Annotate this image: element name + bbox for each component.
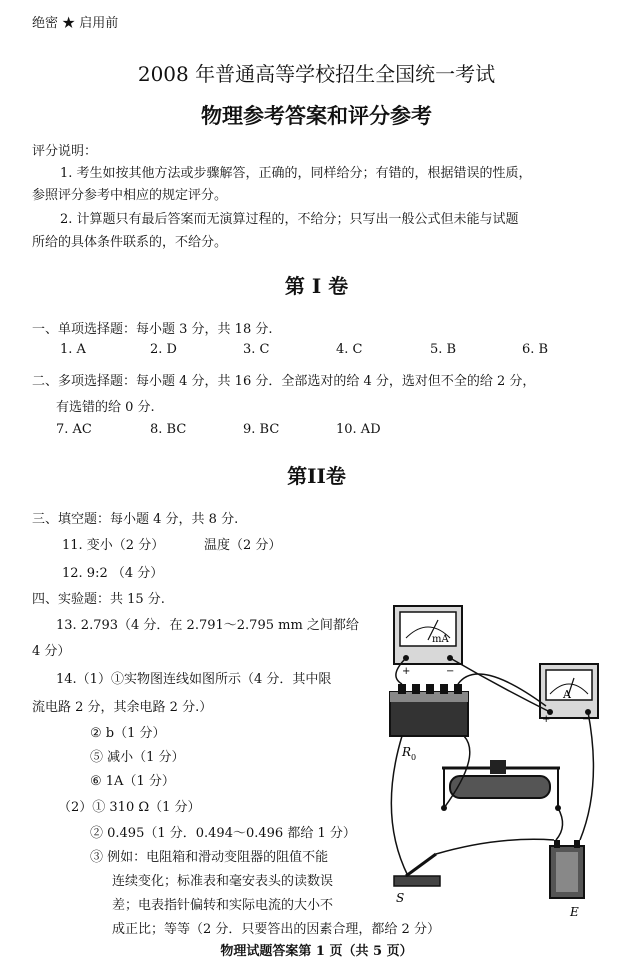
answer-1: 1. A bbox=[60, 342, 86, 357]
resistance-box-subscript: 0 bbox=[411, 753, 417, 762]
answer-3: 3. C bbox=[243, 342, 270, 357]
milliammeter-plus: + bbox=[402, 666, 411, 677]
battery bbox=[550, 840, 584, 919]
resistance-box bbox=[390, 684, 468, 762]
note-2-line-2: 所给的具体条件联系的，不给分。 bbox=[32, 235, 228, 250]
document-title: 物理参考答案和评分参考 bbox=[201, 103, 432, 128]
answer-8: 8. BC bbox=[150, 422, 187, 437]
q12-answer: 12. 9:2 （4 分） bbox=[62, 566, 164, 581]
answer-10: 10. AD bbox=[336, 422, 381, 437]
ammeter-label: A bbox=[563, 688, 571, 701]
note-2-line-1: 2. 计算题只有最后答案而无演算过程的，不给分；只写出一般公式但未能与试题 bbox=[60, 212, 519, 227]
q14-line-2: 流电路 2 分，其余电路 2 分.） bbox=[32, 700, 213, 715]
answer-9: 9. BC bbox=[243, 422, 280, 437]
q14-part2-item-3-line-4: 成正比；等等（2 分．只要答出的因素合理，都给 2 分） bbox=[112, 922, 440, 937]
resistance-box-label: R bbox=[402, 745, 412, 759]
switch bbox=[394, 854, 440, 905]
q14-part2-item-3-line-2: 连续变化；标准表和毫安表头的读数误 bbox=[112, 874, 334, 889]
q14-item-6: ⑥ 1A（1 分） bbox=[90, 774, 175, 789]
q14-item-2: ② b（1 分） bbox=[90, 726, 166, 741]
battery-label: E bbox=[570, 905, 579, 919]
part-2-title: 第II卷 bbox=[287, 464, 346, 488]
q11-answer-b: 温度（2 分） bbox=[204, 538, 282, 553]
section-2-heading-line-1: 二、多项选择题：每小题 4 分，共 16 分．全部选对的给 4 分，选对但不全的给 2 分， bbox=[32, 374, 536, 389]
section-4-heading: 四、实验题：共 15 分. bbox=[32, 592, 165, 607]
q14-part2-item-2: ② 0.495（1 分．0.494～0.496 都给 1 分） bbox=[90, 826, 356, 841]
q14-part2-item-1: （2）① 310 Ω（1 分） bbox=[58, 800, 201, 815]
scoring-notes-heading: 评分说明： bbox=[32, 144, 98, 159]
switch-label: S bbox=[396, 891, 405, 905]
q13-line-1: 13. 2.793（4 分．在 2.791～2.795 mm 之间都给 bbox=[56, 618, 359, 633]
answer-5: 5. B bbox=[430, 342, 457, 357]
answer-4: 4. C bbox=[336, 342, 363, 357]
exam-title: 2008 年普通高等学校招生全国统一考试 bbox=[137, 62, 496, 86]
q13-line-2: 4 分） bbox=[32, 644, 71, 659]
ammeter-plus: + bbox=[542, 714, 551, 725]
part-1-title: 第 I 卷 bbox=[284, 274, 349, 298]
answer-6: 6. B bbox=[522, 342, 549, 357]
milliammeter-minus: − bbox=[446, 666, 455, 677]
confidential-mark: 绝密 ★ 启用前 bbox=[32, 16, 119, 31]
q14-part2-item-3-line-3: 差；电表指针偏转和实际电流的大小不 bbox=[112, 898, 334, 913]
answer-7: 7. AC bbox=[56, 422, 92, 437]
ammeter-minus: − bbox=[582, 714, 591, 725]
answer-2: 2. D bbox=[150, 342, 177, 357]
q14-part2-item-3-line-1: ③ 例如：电阻箱和滑动变阻器的阻值不能 bbox=[90, 850, 329, 865]
page-footer: 物理试题答案第 1 页（共 5 页） bbox=[220, 944, 413, 959]
section-3-heading: 三、填空题：每小题 4 分，共 8 分. bbox=[32, 512, 239, 527]
q14-line-1: 14.（1）①实物图连线如图所示（4 分．其中限 bbox=[56, 672, 332, 687]
q11-answer-a: 11. 变小（2 分） bbox=[62, 538, 165, 553]
section-2-heading-line-2: 有选错的给 0 分. bbox=[56, 400, 155, 415]
milliammeter-label: mA bbox=[432, 634, 449, 645]
circuit-diagram bbox=[378, 596, 610, 926]
milliammeter bbox=[394, 606, 462, 677]
note-1-line-2: 参照评分参考中相应的规定评分。 bbox=[32, 188, 228, 203]
q14-item-5: ⑤ 减小（1 分） bbox=[90, 750, 185, 765]
note-1-line-1: 1. 考生如按其他方法或步骤解答，正确的，同样给分；有错的，根据错误的性质， bbox=[60, 166, 532, 181]
section-1-heading: 一、单项选择题：每小题 3 分，共 18 分. bbox=[32, 322, 273, 337]
